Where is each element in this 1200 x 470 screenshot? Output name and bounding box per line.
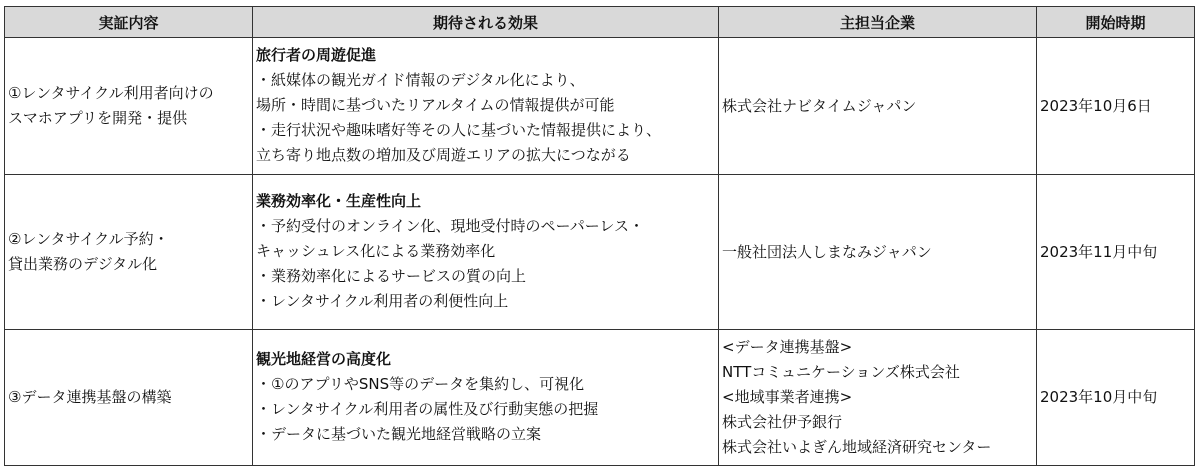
company-cell [719,175,1037,330]
company-line: <地域事業者連携> [722,388,853,406]
effect-title: 旅行者の周遊促進 [256,45,377,64]
table-row [5,175,1195,330]
demonstration-table [4,6,1195,466]
content-cell [5,330,253,466]
effect-line: ・レンタサイクル利用者の利便性向上 [256,291,509,310]
effect-line: キャッシュレス化による業務効率化 [256,241,496,260]
content-line: スマホアプリを開発・提供 [8,109,188,127]
effect-line: 場所・時間に基づいたリアルタイムの情報提供が可能 [256,95,615,114]
company-line: 株式会社いよぎん地域経済研究センター [722,438,992,456]
effect-line: 立ち寄り地点数の増加及び周遊エリアの拡大につながる [256,145,631,164]
content-line: ③データ連携基盤の構築 [8,388,172,406]
effect-cell [253,330,719,466]
content-cell [5,38,253,175]
header-effect: 期待される効果 [253,7,719,38]
company-cell [719,330,1037,466]
content-line: 貸出業務のデジタル化 [8,255,158,273]
effect-cell [253,175,719,330]
company-cell [719,38,1037,175]
effect-cell [253,38,719,175]
start-cell: 2023年10月中旬 [1037,330,1195,466]
content-line: ②レンタサイクル予約・ [8,230,169,248]
effect-line: ・レンタサイクル利用者の属性及び行動実態の把握 [256,399,599,418]
header-company: 主担当企業 [719,7,1037,38]
effect-title: 業務効率化・生産性向上 [256,191,422,210]
company-line: <データ連携基盤> [722,338,853,356]
table-row [5,330,1195,466]
effect-line: ・業務効率化によるサービスの質の向上 [256,266,527,285]
header-start: 開始時期 [1037,7,1195,38]
content-line: ①レンタサイクル利用者向けの [8,84,214,102]
effect-line: ・データに基づいた観光地経営戦略の立案 [256,424,542,443]
effect-line: ・紙媒体の観光ガイド情報のデジタル化により、 [256,70,585,89]
company-line: 一般社団法人しまなみジャパン [722,242,932,261]
company-line: NTTコミュニケーションズ株式会社 [722,363,960,381]
table-row [5,38,1195,175]
start-cell: 2023年10月6日 [1037,38,1195,175]
content-cell [5,175,253,330]
start-cell: 2023年11月中旬 [1037,175,1195,330]
effect-line: ・①のアプリやSNS等のデータを集約し、可視化 [256,374,585,393]
effect-line: ・予約受付のオンライン化、現地受付時のペーパーレス・ [256,216,645,235]
company-line: 株式会社ナビタイムジャパン [722,96,917,115]
header-content: 実証内容 [5,7,253,38]
effect-line: ・走行状況や趣味嗜好等その人に基づいた情報提供により、 [256,120,662,139]
effect-title: 観光地経営の高度化 [256,349,392,368]
header-row [5,7,1195,38]
company-line: 株式会社伊予銀行 [722,413,843,431]
